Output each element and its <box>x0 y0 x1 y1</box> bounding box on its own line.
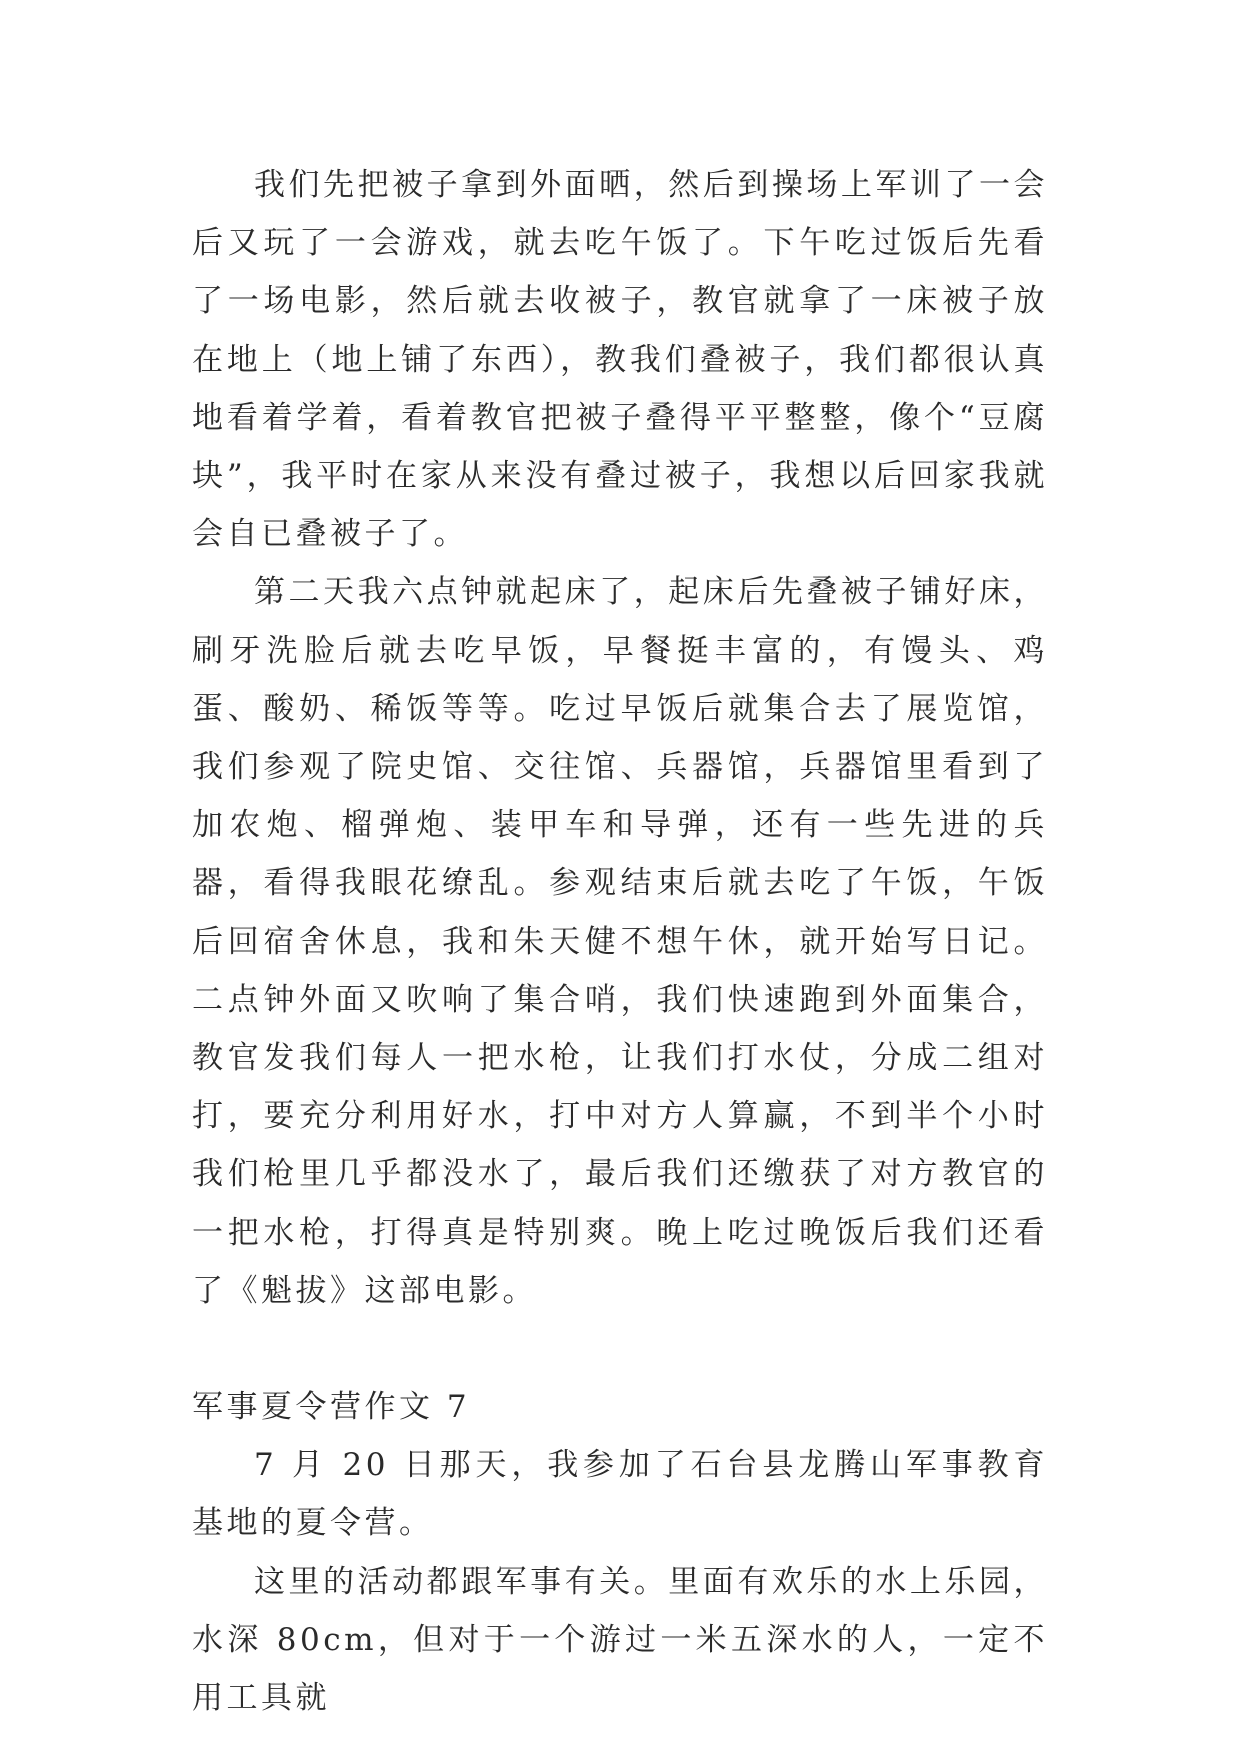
section-heading: 军事夏令营作文 7 <box>192 1389 471 1426</box>
section-spacer <box>192 1320 1048 1378</box>
paragraph-july-20: 7 月 20 日那天，我参加了石台县龙腾山军事教育基地的夏令营。 <box>192 1447 1048 1542</box>
paragraph-activities: 这里的活动都跟军事有关。里面有欢乐的水上乐园，水深 80cm，但对于一个游过一米五深水的人，一定不用工具就 <box>192 1563 1048 1717</box>
document-body <box>192 156 1048 1727</box>
paragraph-second-day: 第二天我六点钟就起床了，起床后先叠被子铺好床，刷牙洗脸后就去吃早饭，早餐挺丰富的，有馒头、鸡蛋、酸奶、稀饭等等。吃过早饭后就集合去了展览馆，我们参观了院史馆、交往馆、兵器馆，兵器馆里看到了加农炮、榴弹炮、装甲车和导弹，还有一些先进的兵器，看得我眼花缭乱。参观结束后就去吃了午饭，午饭后回宿舍休息，我和朱天健不想午休，就开始写日记。二点钟外面又吹响了集合哨，我们快速跑到外面集合，教官发我们每人一把水枪，让我们打水仗，分成二组对打，要充分利用好水，打中对方人算赢，不到半个小时我们枪里几乎都没水了，最后我们还缴获了对方教官的一把水枪，打得真是特别爽。晚上吃过晚饭后我们还看了《魁拔》这部电影。 <box>192 574 1048 1309</box>
paragraph-quilt-folding: 我们先把被子拿到外面晒，然后到操场上军训了一会后又玩了一会游戏，就去吃午饭了。下午吃过饭后先看了一场电影，然后就去收被子，教官就拿了一床被子放在地上（地上铺了东西），教我们叠被子，我们都很认真地看着学着，看着教官把被子叠得平平整整，像个“豆腐块”，我平时在家从来没有叠过被子，我想以后回家我就会自已叠被子了。 <box>192 167 1048 553</box>
